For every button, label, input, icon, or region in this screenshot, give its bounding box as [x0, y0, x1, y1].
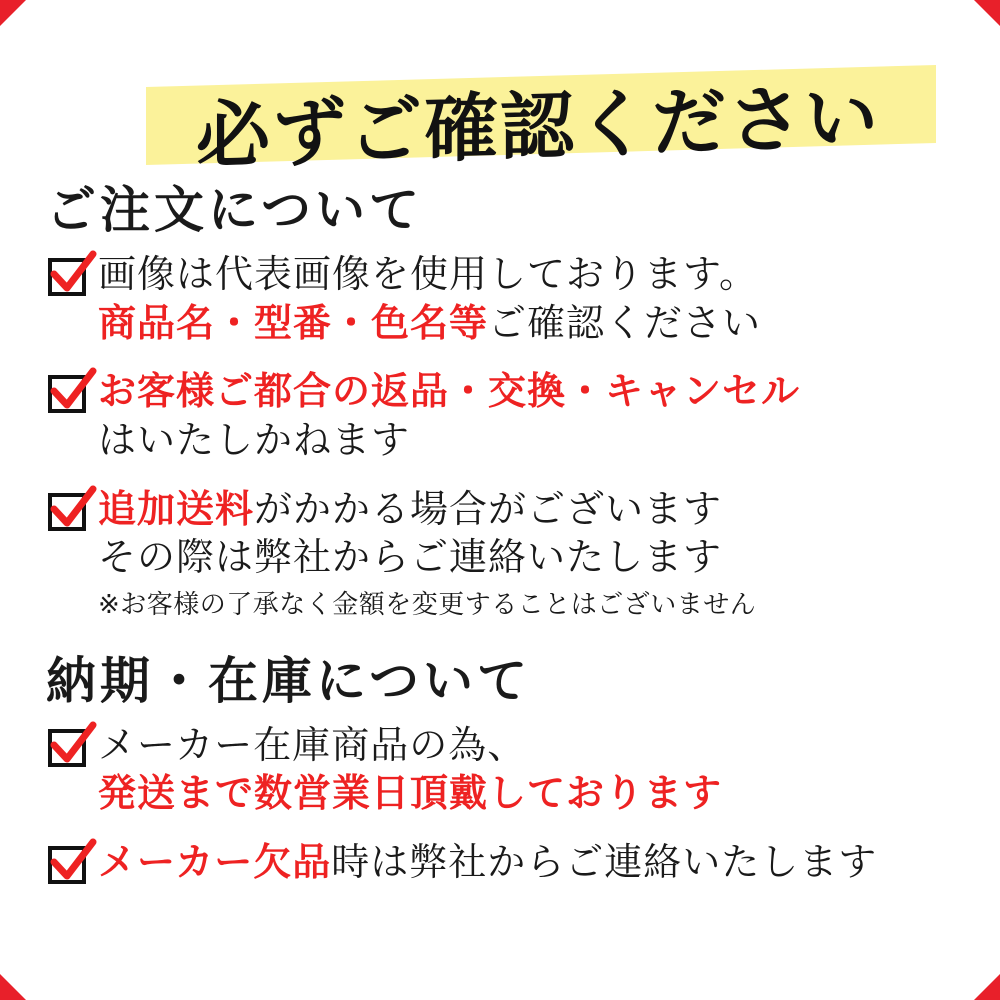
- list-item-line-2-red: 商品名・型番・色名等: [98, 300, 489, 345]
- list-item-line-2-black: ご確認ください: [488, 300, 762, 345]
- list-item-line-2: はいたしかねます: [98, 417, 411, 462]
- checkbox-checked-icon: [48, 729, 86, 767]
- checkbox-checked-icon: [48, 493, 86, 531]
- list-item: [48, 250, 962, 347]
- list-item-line-1-red: 追加送料: [98, 486, 255, 531]
- list-item-text: [98, 838, 962, 887]
- page-title-block: [38, 40, 962, 180]
- list-item: [48, 838, 962, 887]
- list-item-line-1-black: がかかる場合がございます: [254, 486, 723, 531]
- list-item-line-1-red: メーカー欠品: [98, 840, 332, 884]
- list-item-line-1: お客様ご都合の返品・交換・キャンセル: [98, 369, 801, 414]
- list-item-line-2: その際は弊社からご連絡いたします: [98, 535, 723, 580]
- list-item: [48, 485, 962, 621]
- corner-decoration-top-right: [974, 0, 1000, 26]
- checkbox-checked-icon: [48, 258, 86, 296]
- checkbox-checked-icon: [48, 375, 86, 413]
- list-item-line-1: 画像は代表画像を使用しております。: [98, 252, 758, 296]
- list-item: [48, 367, 962, 464]
- list-item-text: [98, 367, 962, 464]
- list-item-text: [98, 250, 962, 347]
- list-item-line-1: [98, 838, 962, 887]
- page-title: 必ずご確認ください: [196, 74, 880, 180]
- list-item-line-1: [98, 485, 962, 534]
- section-heading-delivery: 納期・在庫について: [46, 651, 531, 710]
- list-item-text: [98, 721, 962, 818]
- list-item-text: [98, 485, 962, 621]
- corner-decoration-top-left: [0, 0, 26, 26]
- corner-decoration-bottom-right: [974, 974, 1000, 1000]
- section-heading-order: ご注文について: [46, 181, 423, 239]
- list-item-note: ※お客様の了承なく金額を変更することはございません: [98, 589, 757, 620]
- list-item-line-1-black: 時は弊社からご連絡いたします: [331, 840, 878, 884]
- corner-decoration-bottom-left: [0, 974, 26, 1000]
- list-item-line-1: メーカー在庫商品の為、: [98, 722, 527, 767]
- list-item: [48, 721, 962, 818]
- list-item-line-2: [98, 299, 962, 348]
- list-item-line-2: 発送まで数営業日頂戴しております: [98, 771, 723, 816]
- checkbox-checked-icon: [48, 846, 86, 884]
